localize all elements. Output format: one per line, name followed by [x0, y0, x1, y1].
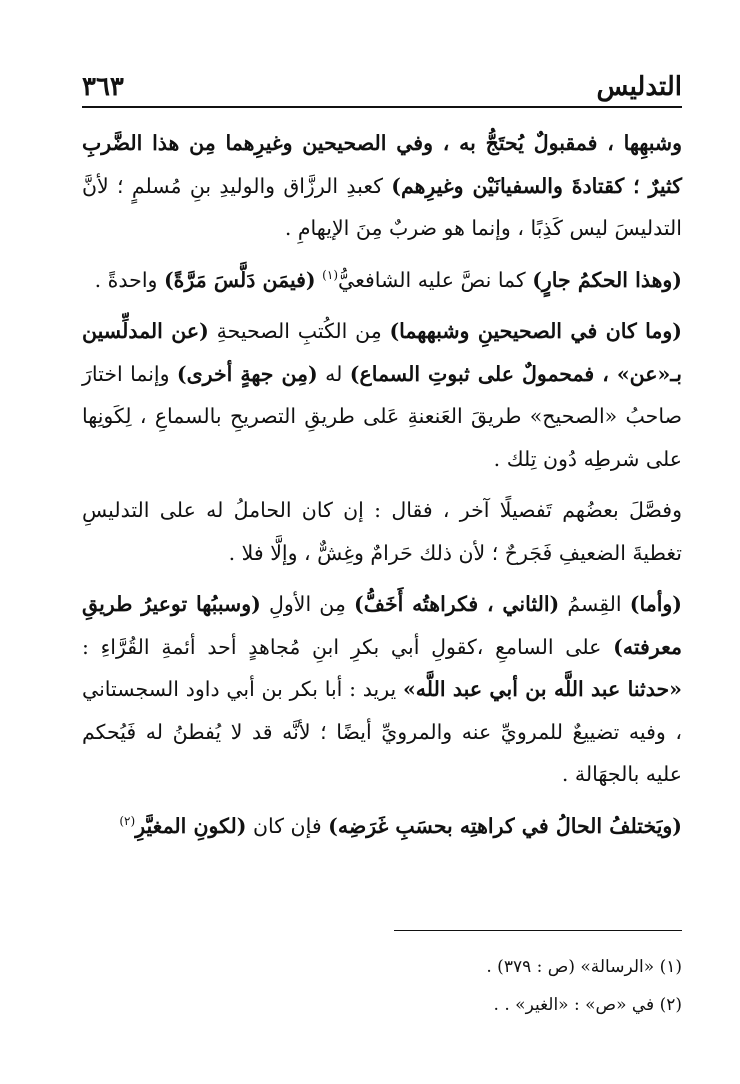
page-number: ٣٦٣ — [82, 72, 124, 102]
commentary-text: مِن الأولِ — [260, 592, 355, 616]
footnote-number: (١) — [659, 957, 682, 977]
paragraph-6 — [82, 805, 682, 848]
commentary-text: فإن كان — [246, 813, 329, 838]
commentary-text: كما نصَّ عليه الشافعيُّ — [338, 267, 533, 292]
header-rule — [82, 106, 682, 108]
footnote-ref-2[interactable]: (٢) — [119, 813, 136, 828]
matn-text: (وما كان في الصحيحينِ وشبههما) — [389, 319, 682, 343]
matn-text: (مِن جهةٍ أخرى) — [176, 361, 318, 386]
running-title: التدليس — [596, 72, 682, 102]
matn-text: (وهذا الحكمُ جارٍ) — [532, 267, 682, 292]
commentary-text: له — [317, 361, 350, 386]
quoted-isnad: «حدثنا عبد اللَّه بن أبي عبد اللَّه» — [402, 677, 682, 701]
commentary-text: كعبدِ الرزَّاق والوليدِ بنِ مُسلمٍ ؛ لأنَّ التدليسَ ليس كَذِبًا ، وإنما هو ضربٌ مِنَ الإيهامِ . — [82, 173, 682, 240]
footnotes — [82, 948, 682, 1024]
matn-text: (وأما) — [629, 592, 682, 616]
commentary-text: القِسمُ — [559, 592, 630, 616]
commentary-text: وفصَّلَ بعضُهم تَفصيلًا آخر ، فقال : إن كان الحاملُ له على التدليسِ تغطيةَ الضعيفِ فَجَرحٌ ؛ لأن ذلك حَرامٌ وغِشٌّ ، وإلَّا فلا . — [82, 498, 682, 565]
matn-text: (فيمَن دَلَّسَ مَرَّةً) — [163, 267, 316, 292]
paragraph-3 — [82, 310, 682, 480]
footnote-text: في «ص» : «الغير» . . — [493, 995, 660, 1015]
footnote-number: (٢) — [659, 995, 682, 1015]
paragraph-1 — [82, 122, 682, 250]
footnote-rule — [394, 930, 682, 931]
matn-text: (ويَختلفُ الحالُ في كراهتِه بحسَبِ غَرَضِه) — [328, 813, 682, 838]
commentary-text: وإنما اختارَ صاحبُ «الصحيح» طريقَ العَنعنةِ عَلى طريقِ التصريحِ بالسماعِ ، لِكَونِها على شرطِه دُون تِلك . — [82, 361, 682, 471]
footnote-text: «الرسالة» (ص : ٣٧٩) . — [486, 957, 660, 977]
paragraph-2 — [82, 259, 682, 302]
footnote-ref-1[interactable]: (١) — [322, 267, 338, 282]
paragraph-4 — [82, 489, 682, 574]
commentary-text: يريد : أبا بكر بن أبي داود السجستاني ، وفيه تضييعٌ للمرويِّ عنه والمرويِّ أيضًا ؛ لأنَّه قد لا يُفطنُ له فَيُحكم عليه بالجهَالة . — [82, 677, 682, 786]
commentary-text: على السامعِ ،كقولِ أبي بكرِ ابنِ مُجاهدٍ أحد أئمةِ القُرَّاءِ : — [82, 634, 614, 659]
matn-text: (وسببُها توعيرُ طريقِ معرفته) — [82, 592, 682, 659]
matn-text: (الثاني ، فكراهتُه أَخَفُّ) — [354, 592, 560, 616]
commentary-text: واحدةً . — [94, 267, 164, 292]
page-header — [82, 62, 682, 102]
main-text — [82, 122, 682, 856]
paragraph-5 — [82, 583, 682, 796]
matn-text: (عن المدلِّسين بـ«عن» ، فمحمولٌ على ثبوتِ السماع) — [82, 319, 682, 386]
matn-text: وشبهِها ، فمقبولٌ يُحتَجُّ به ، وفي الصحيحين وغيرِهما مِن هذا الضَّربِ كثيرٌ ؛ كقتادةَ والسفيانَيْن وغيرِهم) — [82, 131, 682, 198]
footnote-2 — [82, 986, 682, 1024]
footnote-1 — [82, 948, 682, 986]
matn-text: (لكونِ المغيَّرِ — [135, 813, 247, 838]
commentary-text: مِن الكُتبِ الصحيحةِ — [208, 319, 390, 343]
